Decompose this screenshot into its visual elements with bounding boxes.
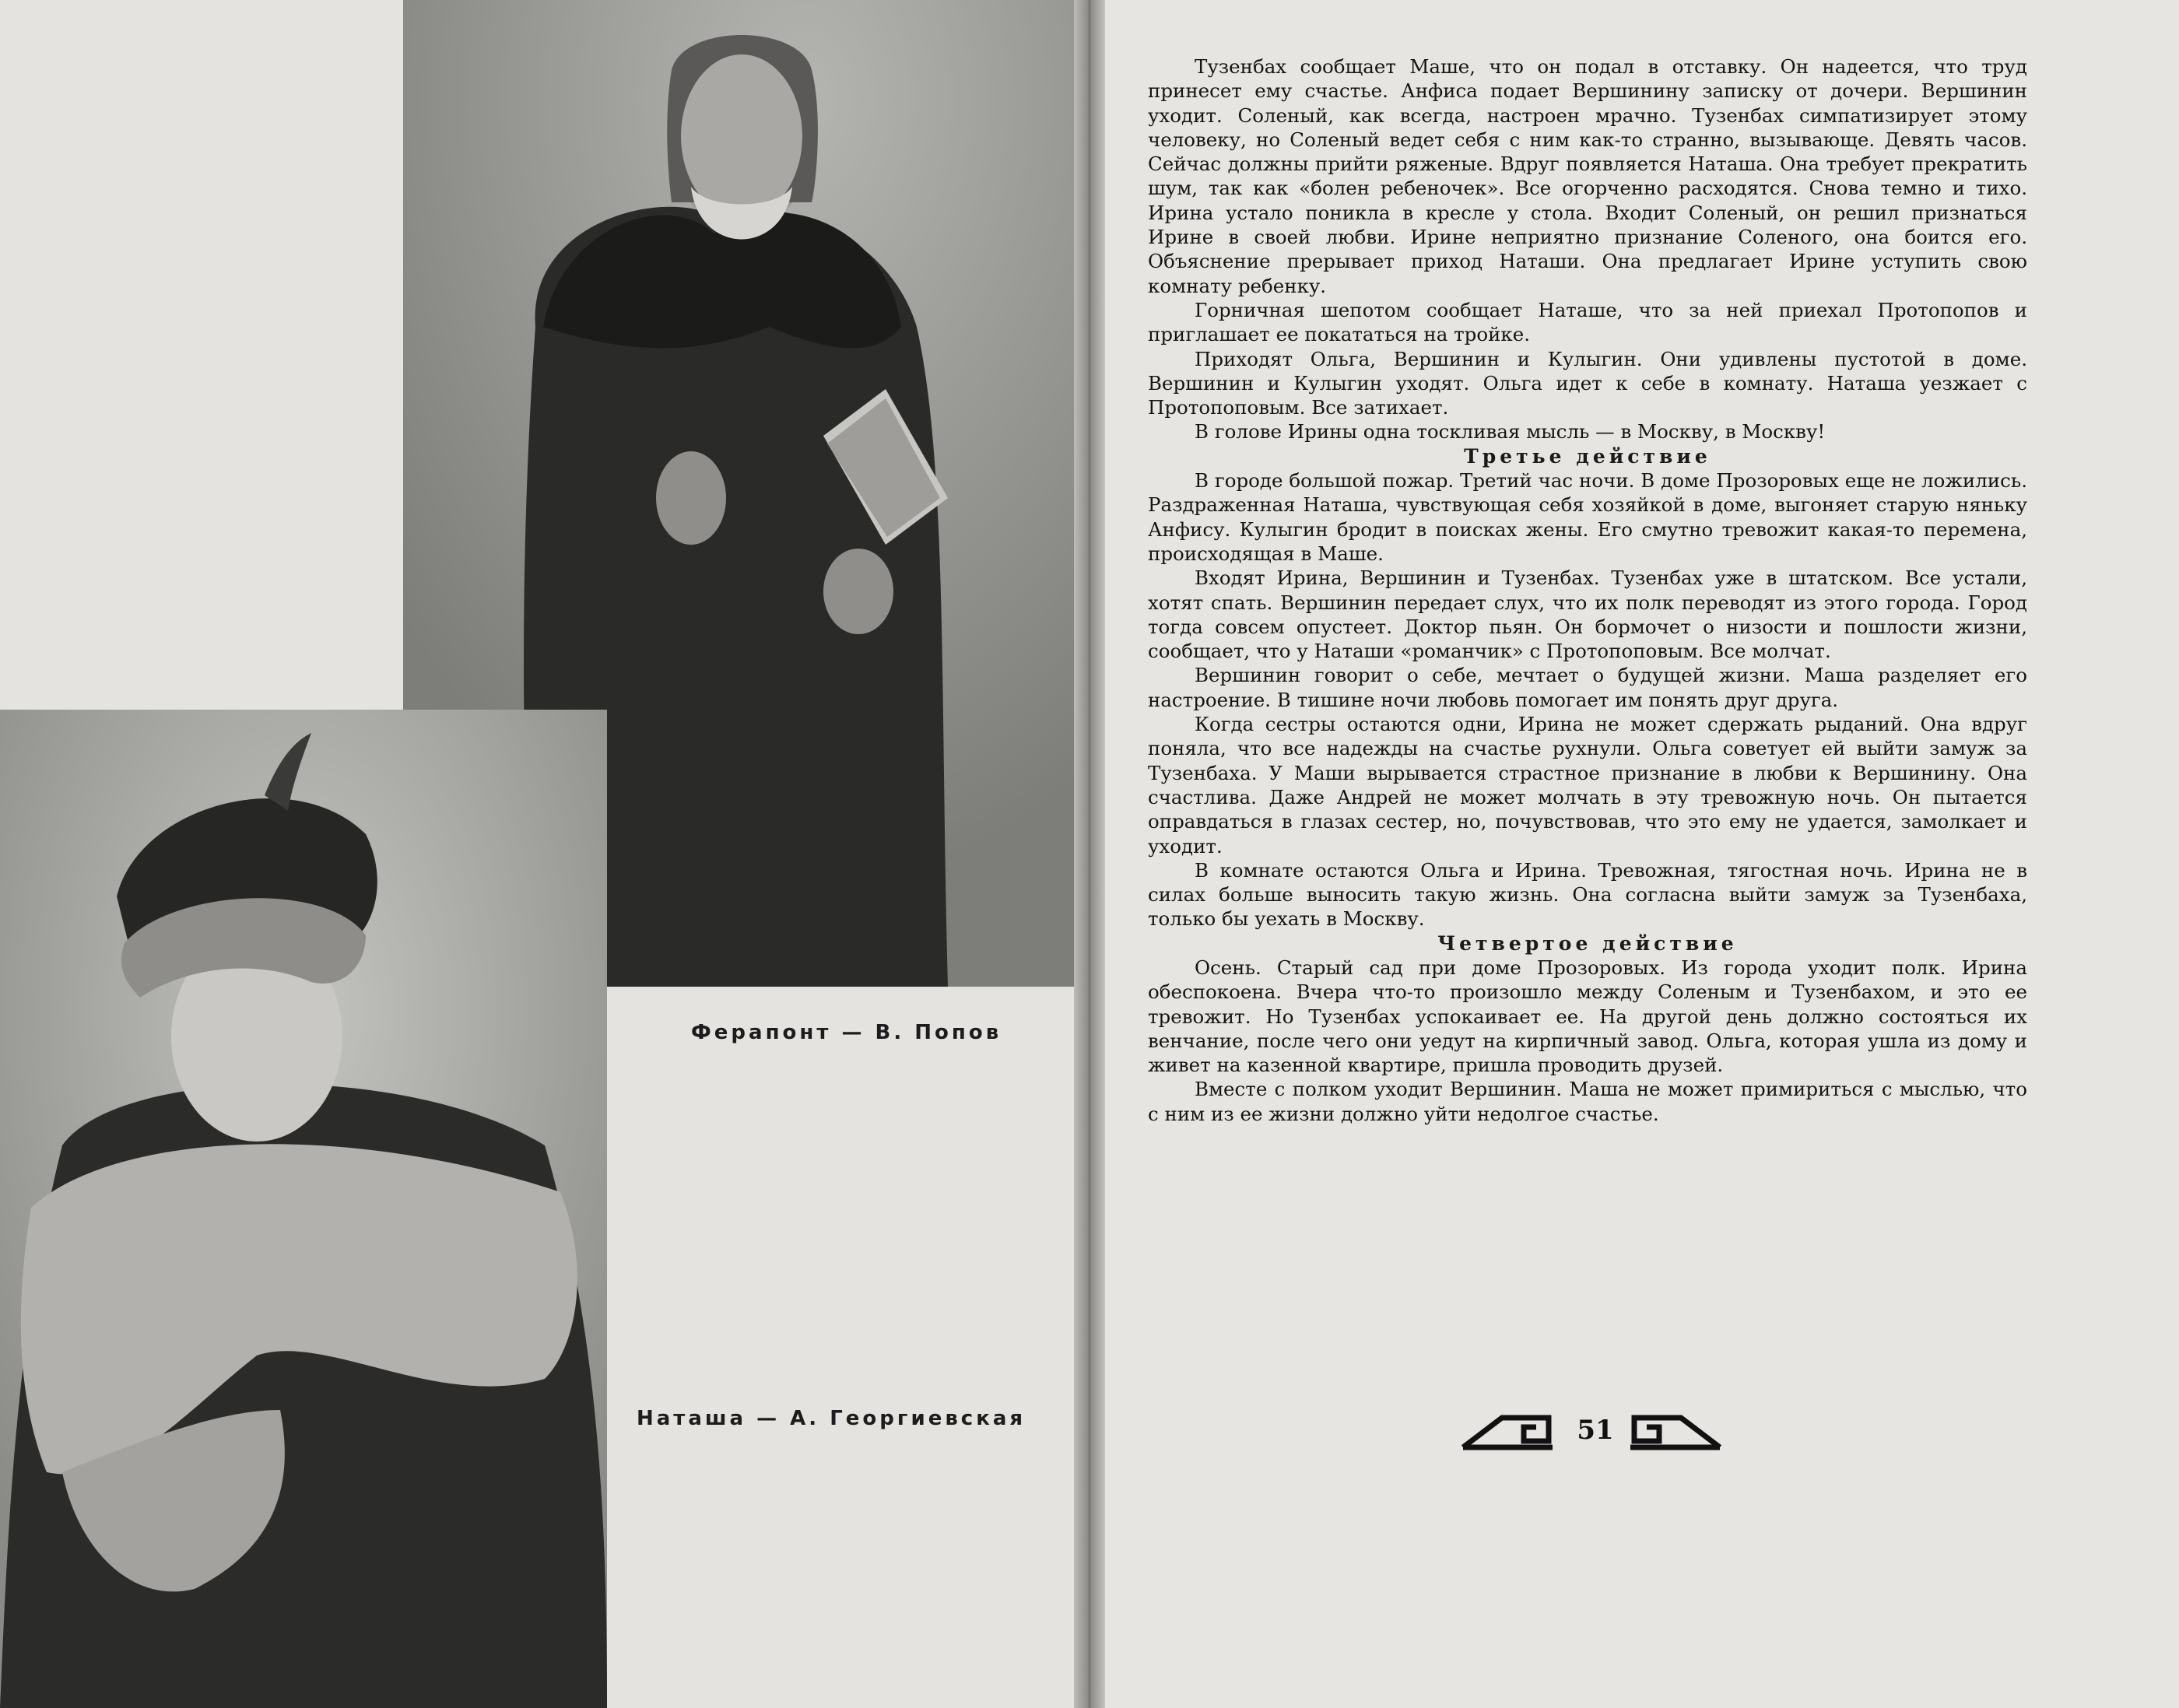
paragraph: Тузенбах сообщает Маше, что он подал в отставку. Он надеется, что труд принесет ему счастье. Анфиса подает Вершинину записку от дочери. Вершинин уходит. Соленый, как всегда, настроен мрачно. Тузенбах симпатизирует этому человеку, но Соленый ведет себя с ним как-то странно, вызывающе. Девять часов. Сейчас должны прийти ряженые. Вдруг появляется Наташа. Она требует прекратить шум, так как «болен ребеночек». Все огорченно расходятся. Снова темно и тихо. Ирина устало поникла в кресле у стола. Входит Соленый, он решил признаться Ирине в своей любви. Ирине неприятно признание Соленого, она боится его. Объяснение прерывает приход Наташи. Она предлагает Ирине уступить свою комнату ребенку. [1148,55,2027,297]
paragraph: Когда сестры остаются одни, Ирина не может сдержать рыданий. Она вдруг поняла, что все надежды на счастье рухнули. Ольга советует ей выйти замуж за Тузенбаха. У Маши вырывается страстное признание в любви к Вершинину. Она счастлива. Даже Андрей не может молчать в эту тревожную ночь. Он пытается оправдаться в глазах сестер, но, почувствовав, что это ему не удается, замолкает и уходит. [1148,713,2027,858]
book-gutter [1074,0,1105,1708]
act-three-heading: Третье действие [1464,444,1711,468]
natasha-caption: Наташа — А. Георгиевская [637,1407,1026,1430]
left-page [0,0,1074,1708]
page-number-ornament [1455,1408,1728,1455]
paragraph: Горничная шепотом сообщает Наташе, что за ней приехал Протопопов и приглашает ее покататься на тройке. [1148,298,2027,346]
paragraph: В комнате остаются Ольга и Ирина. Тревожная, тягостная ночь. Ирина не в силах больше выносить такую жизнь. Она согласна выйти замуж за Тузенбаха, только бы уехать в Москву. [1148,858,2027,931]
page-number: 51 [1577,1415,1614,1446]
paragraph: Вместе с полком уходит Вершинин. Маша не может примириться с мыслью, что с ним из ее жизни должно уйти недолгое счастье. [1148,1078,2027,1125]
paragraph: Вершинин говорит о себе, мечтает о будущей жизни. Маша разделяет его настроение. В тишине ночи любовь помогает им понять друг друга. [1148,664,2027,711]
act-four-heading: Четвертое действие [1437,931,1738,955]
paragraph: Приходят Ольга, Вершинин и Кулыгин. Они удивлены пустотой в доме. Вершинин и Кулыгин уходят. Ольга идет к себе в комнату. Наташа уезжает с Протопоповым. Все затихает. [1148,347,2027,419]
paragraph: Осень. Старый сад при доме Прозоровых. Из города уходит полк. Ирина обеспокоена. Вчера что-то произошло между Соленым и Тузенбахом, и это ее тревожит. Но Тузенбах успокаивает ее. На другой день должно состояться их венчание, после чего они уедут на кирпичный завод. Ольга, которая ушла из дому и живет на казенной квартире, пришла проводить друзей. [1148,956,2027,1077]
ferapont-caption: Ферапонт — В. Попов [691,1021,1002,1044]
synopsis-text [1148,54,2027,1126]
natasha-figure-illustration [0,710,607,1708]
paragraph: В голове Ирины одна тоскливая мысль — в Москву, в Москву! [1195,420,1826,444]
paragraph: В городе большой пожар. Третий час ночи. В доме Прозоровых еще не ложились. Раздраженная Наташа, чувствующая себя хозяйкой в доме, выгоняет старую няньку Анфису. Кулыгин бродит в поисках жены. Его смутно тревожит какая-то перемена, происходящая в Маше. [1148,469,2027,565]
natasha-photo [0,710,607,1708]
paragraph: Входят Ирина, Вершинин и Тузенбах. Тузенбах уже в штатском. Все устали, хотят спать. Вершинин передает слух, что их полк переводят из этого города. Город тогда совсем опустеет. Доктор пьян. Он бормочет о низости и пошлости жизни, сообщает, что у Наташи «романчик» с Протопоповым. Все молчат. [1148,566,2027,663]
